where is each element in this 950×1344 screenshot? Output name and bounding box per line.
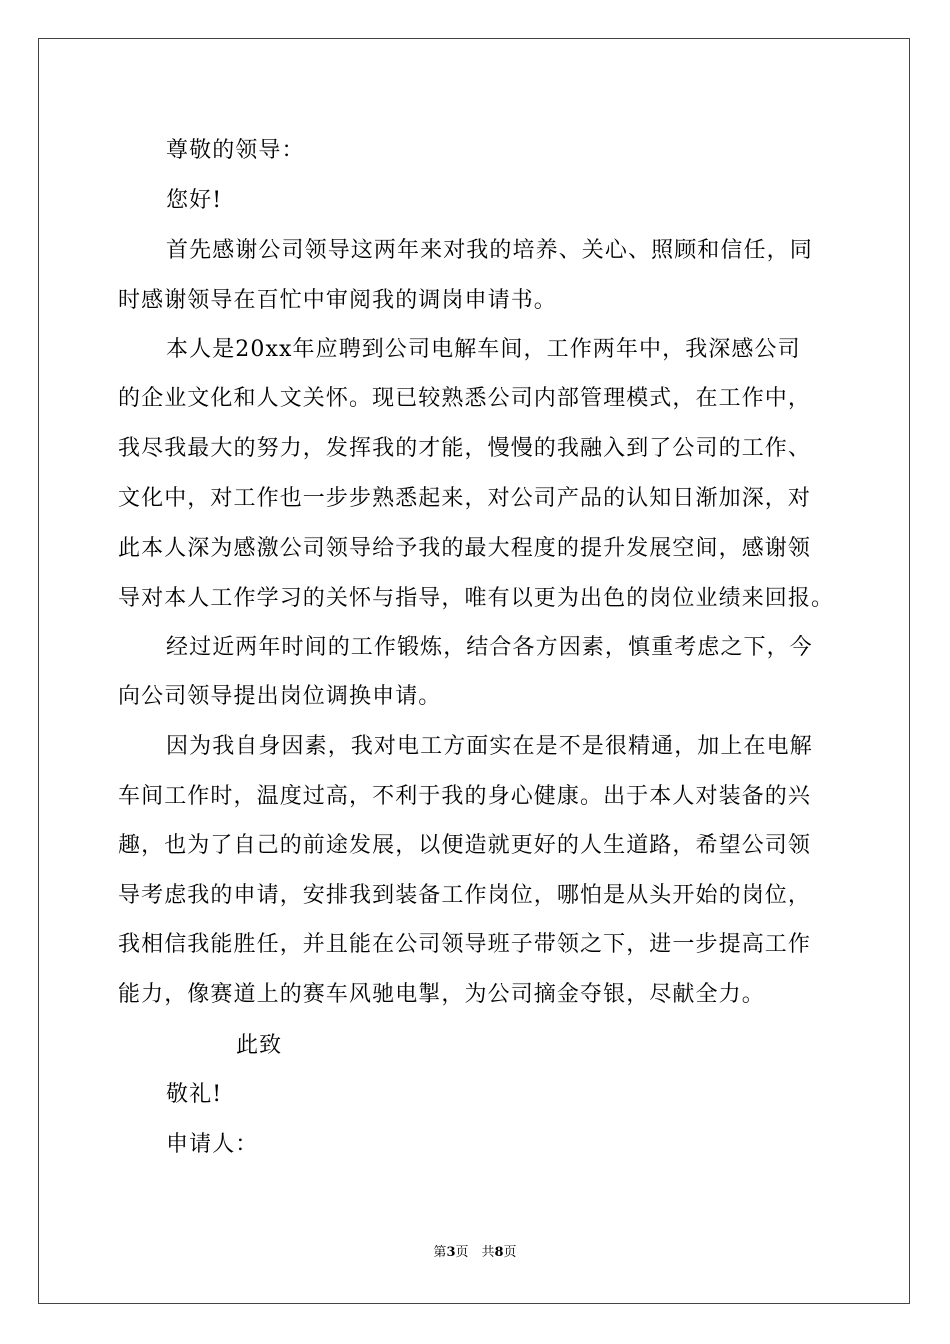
paragraph-line: 时感谢领导在百忙中审阅我的调岗申请书。 bbox=[118, 288, 557, 313]
paragraph-line: 能力，像赛道上的赛车风驰电掣，为公司摘金夺银，尽献全力。 bbox=[118, 982, 765, 1007]
paragraph-line: 文化中，对工作也一步步熟悉起来，对公司产品的认知日渐加深，对 bbox=[118, 486, 812, 511]
paragraph-line: 本人是20xx年应聘到公司电解车间，工作两年中，我深感公司 bbox=[166, 337, 801, 362]
paragraph-line: 向公司领导提出岗位调换申请。 bbox=[118, 684, 442, 709]
regards: 敬礼! bbox=[166, 1082, 223, 1107]
current-page-number: 3 bbox=[446, 1245, 456, 1260]
footer-mid: 页 共 bbox=[455, 1245, 495, 1260]
footer-suffix: 页 bbox=[503, 1245, 517, 1260]
paragraph-line: 首先感谢公司领导这两年来对我的培养、关心、照顾和信任，同 bbox=[166, 238, 813, 263]
paragraph-line: 车间工作时，温度过高，不利于我的身心健康。出于本人对装备的兴 bbox=[118, 784, 812, 809]
paragraph-line: 此本人深为感激公司领导给予我的最大程度的提升发展空间，感谢领 bbox=[118, 536, 812, 561]
total-page-number: 8 bbox=[494, 1245, 504, 1260]
paragraph-line: 我尽我最大的努力，发挥我的才能，慢慢的我融入到了公司的工作、 bbox=[118, 436, 812, 461]
paragraph-line: 我相信我能胜任，并且能在公司领导班子带领之下，进一步提高工作 bbox=[118, 932, 812, 957]
greeting: 您好! bbox=[166, 188, 223, 213]
closing: 此致 bbox=[236, 1033, 283, 1058]
paragraph-line: 趣，也为了自己的前途发展，以便造就更好的人生道路，希望公司领 bbox=[118, 833, 812, 858]
paragraph-line: 经过近两年时间的工作锻炼，结合各方因素，慎重考虑之下，今 bbox=[166, 635, 813, 660]
salutation: 尊敬的领导： bbox=[166, 138, 305, 163]
paragraph-line: 因为我自身因素，我对电工方面实在是不是很精通，加上在电解 bbox=[166, 734, 813, 759]
page-border bbox=[38, 38, 910, 1304]
footer-prefix: 第 bbox=[433, 1245, 447, 1260]
paragraph-line: 导考虑我的申请，安排我到装备工作岗位，哪怕是从头开始的岗位， bbox=[118, 883, 812, 908]
page-footer bbox=[0, 1244, 950, 1262]
paragraph-line: 的企业文化和人文关怀。现已较熟悉公司内部管理模式，在工作中， bbox=[118, 386, 812, 411]
applicant-label: 申请人： bbox=[166, 1132, 259, 1157]
paragraph-line: 导对本人工作学习的关怀与指导，唯有以更为出色的岗位业绩来回报。 bbox=[118, 586, 835, 611]
